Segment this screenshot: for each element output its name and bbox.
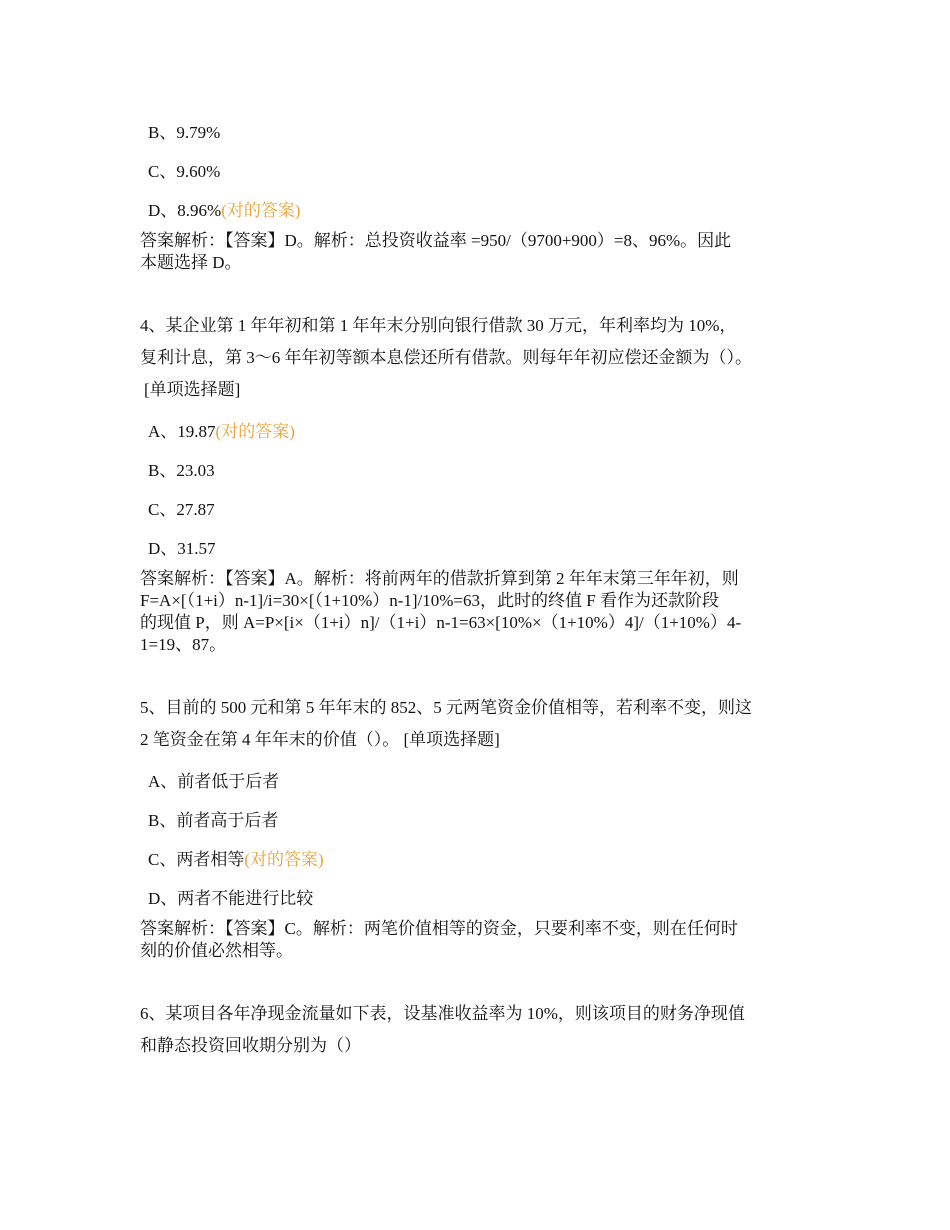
q5-option-c: C、两者相等(对的答案) — [148, 850, 324, 869]
q4-stem-line-2: 复利计息，第 3～6 年年初等额本息偿还所有借款。则每年年初应偿还金额为（）。 — [140, 348, 752, 367]
q5-option-a: A、前者低于后者 — [148, 772, 280, 791]
q4-option-b: B、23.03 — [148, 461, 215, 480]
q3-option-b: B、9.79% — [148, 123, 221, 142]
q4-analysis-line-4: 1=19、87。 — [140, 635, 227, 654]
q4-stem-line-1: 4、某企业第 1 年年初和第 1 年年末分别向银行借款 30 万元，年利率均为 10%， — [140, 316, 737, 335]
q4-analysis-line-1: 答案解析：【答案】A。解析：将前两年的借款折算到第 2 年年末第三年年初，则 — [140, 569, 739, 588]
q6-stem-line-1: 6、某项目各年净现金流量如下表，设基准收益率为 10%，则该项目的财务净现值 — [140, 1004, 745, 1023]
q4-question-type: [单项选择题] — [144, 380, 241, 399]
correct-answer-mark: (对的答案) — [221, 201, 301, 220]
q3-analysis-line-1: 答案解析：【答案】D。解析：总投资收益率 =950/（9700+900）=8、96%。因此 — [140, 231, 732, 250]
q3-option-d: D、8.96%(对的答案) — [148, 201, 301, 220]
q4-option-d: D、31.57 — [148, 539, 216, 558]
q5-stem-line-1: 5、目前的 500 元和第 5 年年末的 852、5 元两笔资金价值相等，若利率不变，则这 — [140, 698, 752, 717]
q3-analysis-line-2: 本题选择 D。 — [140, 253, 242, 272]
q5-analysis-line-1: 答案解析：【答案】C。解析：两笔价值相等的资金，只要利率不变，则在任何时 — [140, 919, 738, 938]
q5-option-b: B、前者高于后者 — [148, 811, 279, 830]
correct-answer-mark: (对的答案) — [215, 422, 295, 441]
q4-option-c: C、27.87 — [148, 500, 215, 519]
q4-analysis-line-3: 的现值 P，则 A=P×[i×（1+i）n]/（1+i）n-1=63×[10%×（1+10%）4]/（1+10%）4- — [140, 613, 742, 632]
q5-stem-line-2: 2 笔资金在第 4 年年末的价值（）。 [单项选择题] — [140, 730, 500, 749]
q6-stem-line-2: 和静态投资回收期分别为（） — [140, 1036, 361, 1055]
q4-analysis-line-2: F=A×[（1+i）n-1]/i=30×[（1+10%）n-1]/10%=63，此时的终值 F 看作为还款阶段 — [140, 591, 719, 610]
q3-option-c: C、9.60% — [148, 162, 221, 181]
q4-option-a: A、19.87(对的答案) — [148, 422, 295, 441]
q5-option-d: D、两者不能进行比较 — [148, 889, 314, 908]
correct-answer-mark: (对的答案) — [244, 850, 324, 869]
q5-analysis-line-2: 刻的价值必然相等。 — [140, 941, 293, 960]
